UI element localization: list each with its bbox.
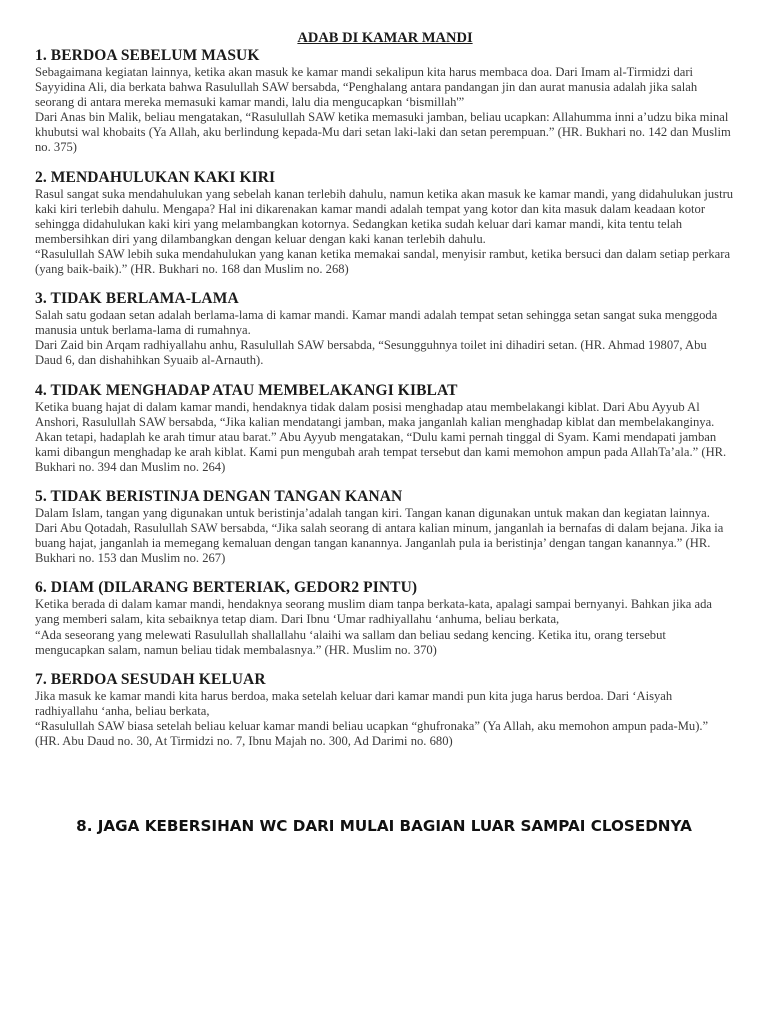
section-heading: 2. MENDAHULUKAN KAKI KIRI bbox=[35, 168, 276, 186]
section-heading: 1. BERDOA SEBELUM MASUK bbox=[35, 47, 260, 64]
section-diam bbox=[35, 579, 735, 657]
section-paragraph: Dari Zaid bin Arqam radhiyallahu anhu, Rasulullah SAW bersabda, “Sesungguhnya toilet ini dihadiri setan. (HR. Ahmad 19807, Abu Daud 6, dan dishahihkan Syuaib al-Arnauth). bbox=[35, 338, 707, 368]
section-tidak-beristinja-tangan-kanan bbox=[35, 488, 735, 566]
section-paragraph: “Ada seseorang yang melewati Rasulullah shallallahu ‘alaihi wa sallam dan beliau sedang kencing. Ketika itu, orang tersebut mengucapkan salam, namun beliau tidak membalasnya.” (HR. Muslim no. 370) bbox=[35, 627, 666, 657]
section-body bbox=[35, 506, 735, 566]
section-heading: 6. DIAM (DILARANG BERTERIAK, GEDOR2 PINTU) bbox=[35, 579, 418, 597]
section-berdoa-sesudah-keluar bbox=[35, 671, 735, 749]
section-heading: 3. TIDAK BERLAMA-LAMA bbox=[35, 290, 239, 308]
section-body bbox=[35, 689, 735, 749]
final-heading-jaga-kebersihan: 8. JAGA KEBERSIHAN WC DARI MULAI BAGIAN LUAR SAMPAI CLOSEDNYA bbox=[76, 817, 692, 835]
section-body bbox=[35, 65, 735, 156]
section-body bbox=[35, 308, 735, 368]
section-paragraph: “Rasulullah SAW lebih suka mendahulukan yang kanan ketika memakai sandal, menyisir rambut, ketika bersuci dan dalam setiap perkara (yang baik-baik).” (HR. Bukhari no. 168 dan Muslim no. 268) bbox=[35, 246, 731, 277]
section-paragraph: Jika masuk ke kamar mandi kita harus berdoa, maka setelah keluar dari kamar mandi pun kita juga harus berdoa. Dari ‘Aisyah radhiyallahu ‘anha, beliau berkata, bbox=[35, 688, 673, 718]
section-paragraph: Ketika berada di dalam kamar mandi, hendaknya seorang muslim diam tanpa berkata-kata, apalagi sampai bernyanyi. Bahkan jika ada yang memberi salam, kita sebaiknya tetap diam. Dari Ibnu ‘Umar radhiyallahu ‘anhuma, beliau berkata, bbox=[35, 597, 713, 627]
section-paragraph: Ketika buang hajat di dalam kamar mandi, hendaknya tidak dalam posisi menghadap atau membelakangi kiblat. Dari Abu Ayyub Al Anshori, Rasulullah SAW bersabda, “Jika kalian mendatangi jamban, maka janganlah kalian menghadap kiblat dan membelakanginya. Akan tetapi, hadaplah ke arah timur atau barat.” Abu Ayyub mengatakan, “Dulu kami pernah tinggal di Syam. Kami mendapati jamban kami dibangun menghadap ke arah kiblat. Kami pun mengubah arah tempat tersebut dan kami memohon ampun pada AllahTa’ala.” (HR. Bukhari no. 394 dan Muslim no. 264) bbox=[35, 399, 727, 474]
section-berdoa-sebelum-masuk bbox=[35, 47, 735, 156]
section-body bbox=[35, 597, 735, 657]
section-mendahulukan-kaki-kiri bbox=[35, 169, 735, 278]
section-paragraph: Dalam Islam, tangan yang digunakan untuk beristinja’adalah tangan kiri. Tangan kanan digunakan untuk makan dan kegiatan lainnya. Dari Abu Qotadah, Rasulullah SAW bersabda, “Jika salah seorang di antara kalian minum, janganlah ia bernafas di dalam bejana. Jika ia buang hajat, janganlah ia memegang kemaluan dengan tangan kanannya. Janganlah pula ia beristinja’ dengan tangan kanannya.” (HR. Bukhari no. 153 dan Muslim no. 267) bbox=[35, 505, 724, 566]
section-paragraph: Sebagaimana kegiatan lainnya, ketika akan masuk ke kamar mandi sekalipun kita harus membaca doa. Dari Imam al-Tirmidzi dari Sayyidina Ali, dia berkata bahwa Rasulullah SAW bersabda, “Penghalang antara pandangan jin dan aurat manusia adalah jika salah seorang di antara mereka memasuki kamar mandi, lalu dia mengucapkan ‘bismillah'” bbox=[35, 65, 698, 110]
section-paragraph: “Rasulullah SAW biasa setelah beliau keluar kamar mandi beliau ucapkan “ghufronaka” (Ya Allah, aku memohon ampun pada-Mu).” (HR. Abu Daud no. 30, At Tirmidzi no. 7, Ibnu Majah no. 300, Ad Darimi no. 680) bbox=[35, 718, 709, 748]
section-paragraph: Salah satu godaan setan adalah berlama-lama di kamar mandi. Kamar mandi adalah tempat setan sehingga setan sangat suka menggoda manusia untuk berlama-lama di rumahnya. bbox=[35, 308, 718, 338]
section-paragraph: Dari Anas bin Malik, beliau mengatakan, “Rasulullah SAW ketika memasuki jamban, beliau ucapkan: Allahumma inni a’udzu bika minal khubutsi wal khobaits (Ya Allah, aku berlindung kepada-Mu dari setan laki-laki dan setan perempuan.” (HR. Bukhari no. 142 dan Muslim no. 375) bbox=[35, 110, 731, 155]
section-heading: 4. TIDAK MENGHADAP ATAU MEMBELAKANGI KIBLAT bbox=[35, 381, 458, 399]
section-tidak-menghadap-kiblat bbox=[35, 382, 735, 475]
section-tidak-berlama-lama bbox=[35, 290, 735, 368]
section-heading: 5. TIDAK BERISTINJA DENGAN TANGAN KANAN bbox=[35, 487, 403, 505]
section-heading: 7. BERDOA SESUDAH KELUAR bbox=[35, 670, 266, 688]
section-body bbox=[35, 187, 735, 278]
section-body bbox=[35, 400, 735, 475]
document-title: ADAB DI KAMAR MANDI bbox=[297, 30, 473, 46]
section-paragraph: Rasul sangat suka mendahulukan yang sebelah kanan terlebih dahulu, namun ketika akan masuk ke kamar mandi, yang didahulukan justru kaki kiri terlebih dahulu. Mengapa? Hal ini dikarenakan kamar mandi adalah tempat yang kotor dan kita masuk dalam keadaan kotor sehingga didahulukan kaki kiri yang melambangkan kotornya. Sedangkan ketika sudah keluar dari kamar mandi, kita tentu telah membersihkan diri yang dilambangkan dengan keluar dengan kaki kanan terlebih dahulu. bbox=[35, 186, 734, 246]
document-page bbox=[35, 30, 735, 749]
